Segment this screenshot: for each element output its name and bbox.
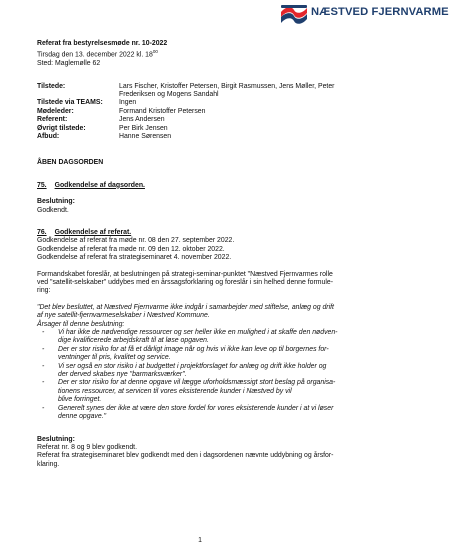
approval-line: Godkendelse af referat fra møde nr. 09 den 12. oktober 2022. [37,245,225,253]
decision-text: Referat fra strategiseminaret blev godkendt med den i dagsordenen nævnte uddybning og årsfor- [37,452,334,460]
flame-wave-icon [280,3,308,25]
approval-line: Godkendelse af referat fra strategiseminaret 4. november 2022. [37,254,232,262]
attendance-row: Tilstede: Lars Fischer, Kristoffer Petersen, Birgit Rasmussen, Jens Møller, Peter Frederiksen og Mogens Sandahl [37,82,335,98]
list-item: - Vi ser også en stor risiko i at budgettet i projektforslaget for anlæg og drift ikke holder og der derved skabes nye "barmarksværker". [42,362,327,379]
list-item: - Vi har ikke de nødvendige ressourcer og ser heller ikke en mulighed i at skaffe den nødven- dige kvalificerede arbejdskraft til at løse opgaven. [42,329,338,345]
attendance-row: Mødeleder: Formand Kristoffer Petersen [37,107,206,115]
decision-label: Beslutning: [37,435,75,443]
attendance-row: Afbud: Hanne Sørensen [37,132,172,140]
meeting-place: Sted: Maglemølle 62 [37,60,101,68]
proposal-text: ring: [37,287,51,295]
list-item: - Der er stor risiko for at få et dårligt image når og hvis vi ikke kan leve op til borgernes for- ventninger til pris, kvalitet og service. [42,345,329,362]
document-body [37,40,365,469]
attendance-row: Referent: Jens Andersen [37,116,165,124]
quote-text: af nye satellit-fjernvarmeselskaber i Næstved Kommune. [37,312,210,320]
logo-wordmark: NÆSTVED FJERNVARME [311,6,449,18]
decision-text: Referat nr. 8 og 9 blev godkendt. [37,443,137,451]
agenda-item-76-heading: 76. Godkendelse af referat. [37,228,132,236]
attendance-table [37,83,365,142]
attendance-row: Tilstede via TEAMS: Ingen [37,99,137,107]
approval-line: Godkendelse af referat fra møde nr. 08 den 27. september 2022. [37,237,235,245]
page-number: 1 [198,537,202,544]
quote-text: "Det blev besluttet, at Næstved Fjernvarme ikke indgår i samarbejder med stiftelse, anlæg og drift [37,303,334,311]
list-item: - Generelt synes der ikke at være den store fordel for vores eksisterende kunder i at vi løser denne opgave." [42,404,334,421]
company-logo [280,3,449,25]
decision-label: Beslutning: [37,198,75,206]
proposal-text: Formandskabet foreslår, at beslutningen på strategi-seminar-punktet "Næstved Fjernvarmes rolle [37,270,333,278]
proposal-text: ved "satellit-selskaber" uddybes med en årssagsforklaring og foreslår i sin helhed denne formule- [37,279,333,287]
decision-text: klaring. [37,460,60,468]
list-item: - Der er stor risiko for at denne opgave vil lægge uforholdsmæssigt stort beslag på organisa- tionens ressourcer, at servicen til vores eksisterende kunder i Næstved by vil blive forringet. [42,379,336,404]
document-title: Referat fra bestyrelsesmøde nr. 10-2022 [37,40,168,47]
reasons-label: Årsager til denne beslutning: [37,320,125,328]
agenda-item-75-heading: 75. Godkendelse af dagsorden. [37,181,145,189]
meeting-date: Tirsdag den 13. december 2022 kl. $18^{00}$ [37,49,158,59]
decision-text: Godkendt. [37,206,69,214]
open-agenda-heading: ÅBEN DAGSORDEN [37,159,104,167]
attendance-row: Øvrigt tilstede: Per Birk Jensen [37,124,168,132]
reasons-list [37,329,365,421]
